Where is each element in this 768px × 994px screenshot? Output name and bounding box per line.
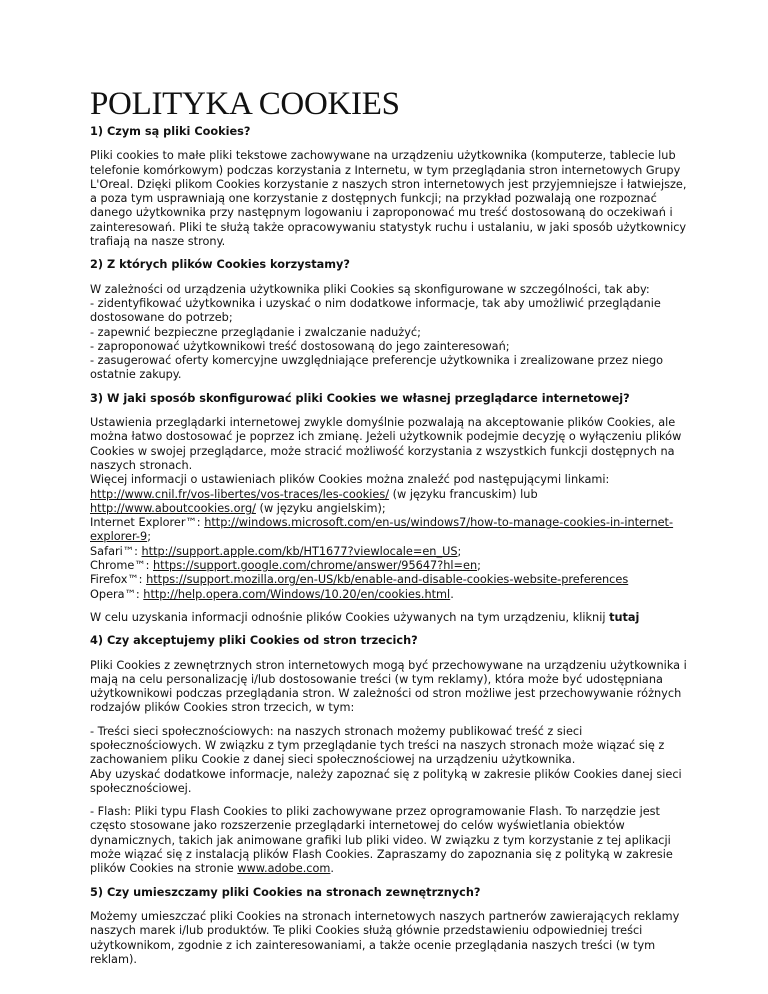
list-item: - zapewnić bezpieczne przeglądanie i zwalczanie nadużyć; (90, 325, 421, 339)
social-more: Aby uzyskać dodatkowe informacje, należy zapoznać się z polityką w zakresie plików Cookies danej sieci społecznościowej. (90, 767, 682, 795)
opera-label: Opera™: (90, 587, 144, 601)
chrome-line (90, 559, 690, 573)
safari-line (90, 545, 690, 559)
section-5-heading: 5) Czy umieszczamy pliki Cookies na stronach zewnętrznych? (90, 885, 481, 899)
list-item: - zidentyfikować użytkownika i uzyskać o nim dodatkowe informacje, tak aby umożliwić przeglądanie dostosowane do potrzeb; (90, 296, 661, 325)
firefox-label: Firefox™: (90, 573, 147, 587)
section-5-text: Możemy umieszczać pliki Cookies na stronach internetowych naszych partnerów zawierających reklamy naszych marek i/lub produktów. Te pliki Cookies służą głównie przedstawieniu odpowiedniej treści użytkownikom, zgodnie z ich zainteresowaniami, a także ocenie przeglądania naszych treści (w tym reklam). (90, 909, 680, 966)
page-title: POLITYKA COOKIES (90, 86, 400, 122)
opera-line (90, 588, 690, 602)
section-4-flash (90, 805, 690, 876)
section-4-text: Pliki Cookies z zewnętrznych stron internetowych mogą być przechowywane na urządzeniu użytkownika i mają na celu personalizację i/lub dostosowanie treści (w tym reklamy), która może być udostępniana użytkownikowi podczas przeglądania stron. W zależności od stron możliwe jest przechowywanie różnych rodzajów plików Cookies stron trzecich, w tym: (90, 658, 687, 715)
chrome-link[interactable]: https://support.google.com/chrome/answer/95647?hl=en (153, 559, 478, 573)
safari-link[interactable]: http://support.apple.com/kb/HT1677?viewlocale=en_US (141, 544, 458, 558)
ie-line (90, 516, 690, 545)
ie-end: ; (147, 530, 152, 544)
section-2-body (90, 283, 690, 383)
ie-link[interactable]: http://windows.microsoft.com/en-us/windows7/how-to-manage-cookies-in-internet-explorer-9 (90, 516, 674, 544)
adobe-link[interactable]: www.adobe.com (237, 862, 331, 876)
aboutcookies-link[interactable]: http://www.aboutcookies.org/ (90, 501, 256, 515)
firefox-link[interactable]: https://support.mozilla.org/en-US/kb/enable-and-disable-cookies-website-preferences (146, 573, 629, 587)
click-text: W celu uzyskania informacji odnośnie plików Cookies używanych na tym urządzeniu, kliknij (90, 610, 610, 624)
cnil-line (90, 488, 690, 502)
aboutcookies-note: (w języku angielskim); (255, 501, 386, 515)
section-4-heading: 4) Czy akceptujemy pliki Cookies od stron trzecich? (90, 634, 418, 648)
safari-end: ; (457, 544, 462, 558)
ie-label: Internet Explorer™: (90, 516, 205, 530)
section-3-body (90, 416, 690, 602)
list-item: - zaproponować użytkownikowi treść dostosowaną do jego zainteresowań; (90, 339, 510, 353)
section-4-social (90, 725, 690, 796)
cnil-link[interactable]: http://www.cnil.fr/vos-libertes/vos-traces/les-cookies/ (90, 487, 390, 501)
section-1-heading: 1) Czym są pliki Cookies? (90, 125, 251, 138)
opera-end: . (450, 587, 454, 601)
flash-end: . (330, 862, 335, 876)
section-1-text: Pliki cookies to małe pliki tekstowe zachowywane na urządzeniu użytkownika (komputerze, tablecie lub telefonie komórkowym) podczas korzystania z Internetu, w tym przeglądania stron internetowych Grupy L'Oreal. Dzięki plikom Cookies korzystanie z naszych stron internetowych jest przyjemniejsze i łatwiejsze, a poza tym usprawniają one korzystanie z dostępnych funkcji; na przykład pozwalają one rozpoznać danego użytkownika przy następnym logowaniu i zaproponować mu treść dostosowaną do oczekiwań i zainteresowań. Pliki te służą także opracowywaniu statystyk ruchu i ustalaniu, w jaki sposób użytkownicy trafiają na nasze strony. (90, 149, 687, 249)
document-content (90, 125, 690, 976)
section-2-heading: 2) Z których plików Cookies korzystamy? (90, 258, 350, 272)
list-item: - zasugerować oferty komercyjne uwzględniające preferencje użytkownika i zrealizowane przez niego ostatnie zakupy. (90, 354, 664, 382)
aboutcookies-line (90, 502, 690, 516)
section-3-heading: 3) W jaki sposób skonfigurować pliki Cookies we własnej przeglądarce internetowej? (90, 391, 630, 405)
opera-link[interactable]: http://help.opera.com/Windows/10.20/en/cookies.html (143, 587, 451, 601)
cnil-note: (w języku francuskim) lub (389, 487, 538, 501)
chrome-label: Chrome™: (90, 559, 154, 573)
section-3-more: Więcej informacji o ustawieniach plików Cookies można znaleźć pod następującymi linkami: (90, 473, 610, 487)
section-3-text: Ustawienia przeglądarki internetowej zwykle domyślnie pozwalają na akceptowanie plików Cookies, ale można łatwo dostosować je poprzez ich zmianę. Jeżeli użytkownik podejmie decyzję o wyłączeniu plików Cookies w swojej przeglądarce, może stracić możliwość korzystania z wszystkich funkcji dostępnych na naszych stronach. (90, 416, 682, 472)
safari-label: Safari™: (90, 544, 142, 558)
social-text: - Treści sieci społecznościowych: na naszych stronach możemy publikować treść z sieci społecznościowych. W związku z tym przeglądanie tych treści na naszych stronach może wiązać się z zachowaniem pliku Cookie z danej sieci społecznościowej na urządzeniu użytkownika. (90, 724, 665, 767)
firefox-line (90, 573, 690, 587)
section-2-intro: W zależności od urządzenia użytkownika pliki Cookies są skonfigurowane w szczególności, tak aby: (90, 282, 650, 296)
flash-text: - Flash: Pliki typu Flash Cookies to pliki zachowywane przez oprogramowanie Flash. To narzędzie jest często stosowane jako rozszerzenie przeglądarki internetowej do celów wyświetlania obiektów dynamicznych, takich jak animowane grafiki lub pliki video. W związku z tym korzystanie z tej aplikacji może wiązać się z instalacją plików Flash Cookies. Zapraszamy do zapoznania się z polityką w zakresie plików Cookies na stronie (90, 805, 673, 876)
chrome-end: ; (477, 559, 481, 573)
click-here-line (90, 611, 690, 625)
click-here-link[interactable]: tutaj (609, 610, 640, 624)
